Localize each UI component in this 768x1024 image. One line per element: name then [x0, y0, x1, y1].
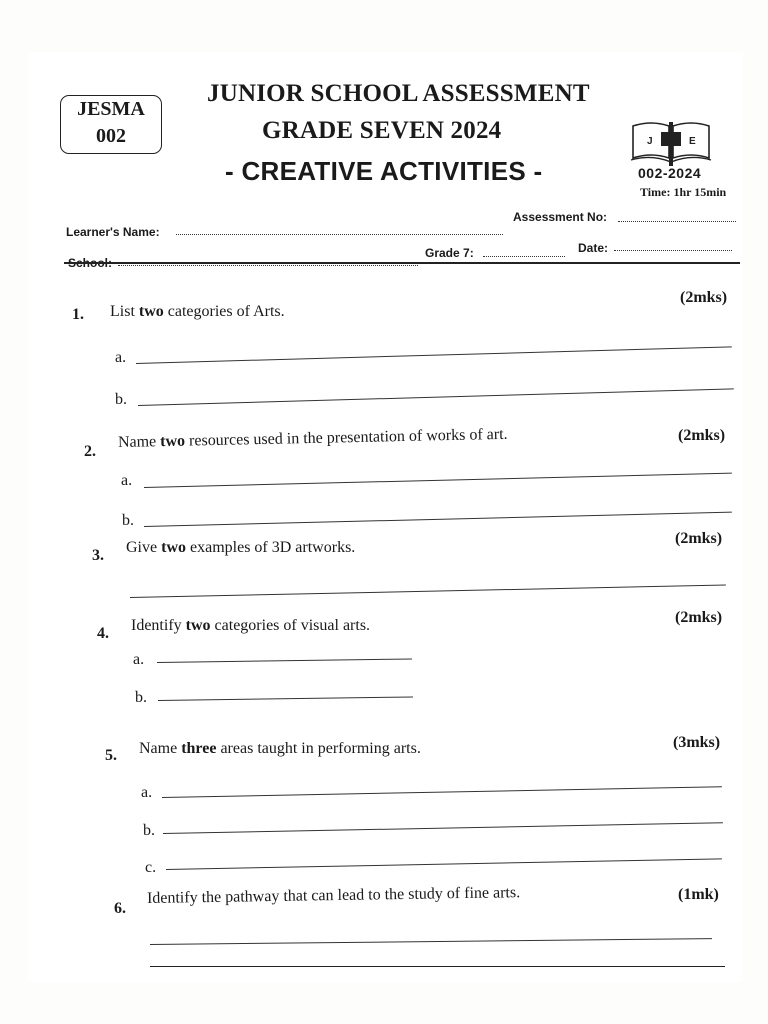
q2-sub-a: a. — [121, 472, 133, 489]
school-field[interactable] — [118, 265, 418, 266]
learner-name-field[interactable] — [176, 234, 503, 235]
q5-marks: (3mks) — [673, 734, 721, 751]
badge-line1: JESMA — [77, 98, 145, 120]
grade-field[interactable] — [483, 256, 565, 257]
exam-code-badge — [60, 95, 162, 154]
q3-text: Give two examples of 3D artworks. — [126, 539, 356, 556]
q5-text: Name three areas taught in performing arts. — [139, 740, 421, 757]
badge-line2: 002 — [96, 125, 126, 147]
q1-text: List two categories of Arts. — [110, 303, 285, 320]
svg-text:E: E — [689, 136, 696, 147]
school-label: School: — [68, 256, 112, 270]
footer-divider — [150, 966, 725, 967]
q4-text: Identify two categories of visual arts. — [131, 617, 371, 634]
exam-paper — [28, 52, 743, 982]
logo-code: 002-2024 — [638, 165, 702, 181]
q5-sub-b: b. — [143, 822, 155, 839]
q1-sub-a: a. — [115, 349, 127, 366]
q5-sub-a: a. — [141, 784, 153, 801]
q3-number: 3. — [92, 547, 104, 564]
q4-sub-a: a. — [133, 651, 145, 668]
q6-text: Identify the pathway that can lead to the study of fine arts. — [146, 884, 521, 907]
q2-marks: (2mks) — [678, 427, 726, 444]
date-label: Date: — [578, 241, 609, 255]
q4-number: 4. — [97, 625, 109, 642]
book-logo-icon — [629, 118, 713, 168]
q3-marks: (2mks) — [675, 530, 723, 547]
q2-text: Name two resources used in the presentation of works of art. — [117, 425, 508, 451]
grade-label: Grade 7: — [425, 246, 474, 260]
q4-sub-b: b. — [135, 689, 147, 706]
q6-number: 6. — [114, 900, 126, 917]
title-line1: JUNIOR SCHOOL ASSESSMENT — [207, 80, 590, 107]
svg-text:J: J — [647, 136, 653, 147]
header-divider — [64, 262, 740, 264]
assessment-no-field[interactable] — [618, 221, 736, 222]
assessment-no-label: Assessment No: — [513, 210, 608, 224]
learner-name-label: Learner's Name: — [66, 225, 160, 239]
time-allowed: Time: 1hr 15min — [640, 185, 727, 199]
q1-number: 1. — [72, 306, 84, 323]
q2-number: 2. — [84, 443, 96, 460]
q5-sub-c: c. — [145, 859, 157, 876]
date-field[interactable] — [614, 250, 732, 251]
q5-number: 5. — [105, 747, 117, 764]
q6-marks: (1mk) — [678, 886, 719, 903]
subject-title: - CREATIVE ACTIVITIES - — [225, 156, 543, 186]
q4-marks: (2mks) — [675, 609, 723, 626]
q1-sub-b: b. — [115, 391, 127, 408]
q2-sub-b: b. — [122, 512, 134, 529]
title-line2: GRADE SEVEN 2024 — [262, 117, 502, 144]
q1-marks: (2mks) — [680, 289, 728, 306]
